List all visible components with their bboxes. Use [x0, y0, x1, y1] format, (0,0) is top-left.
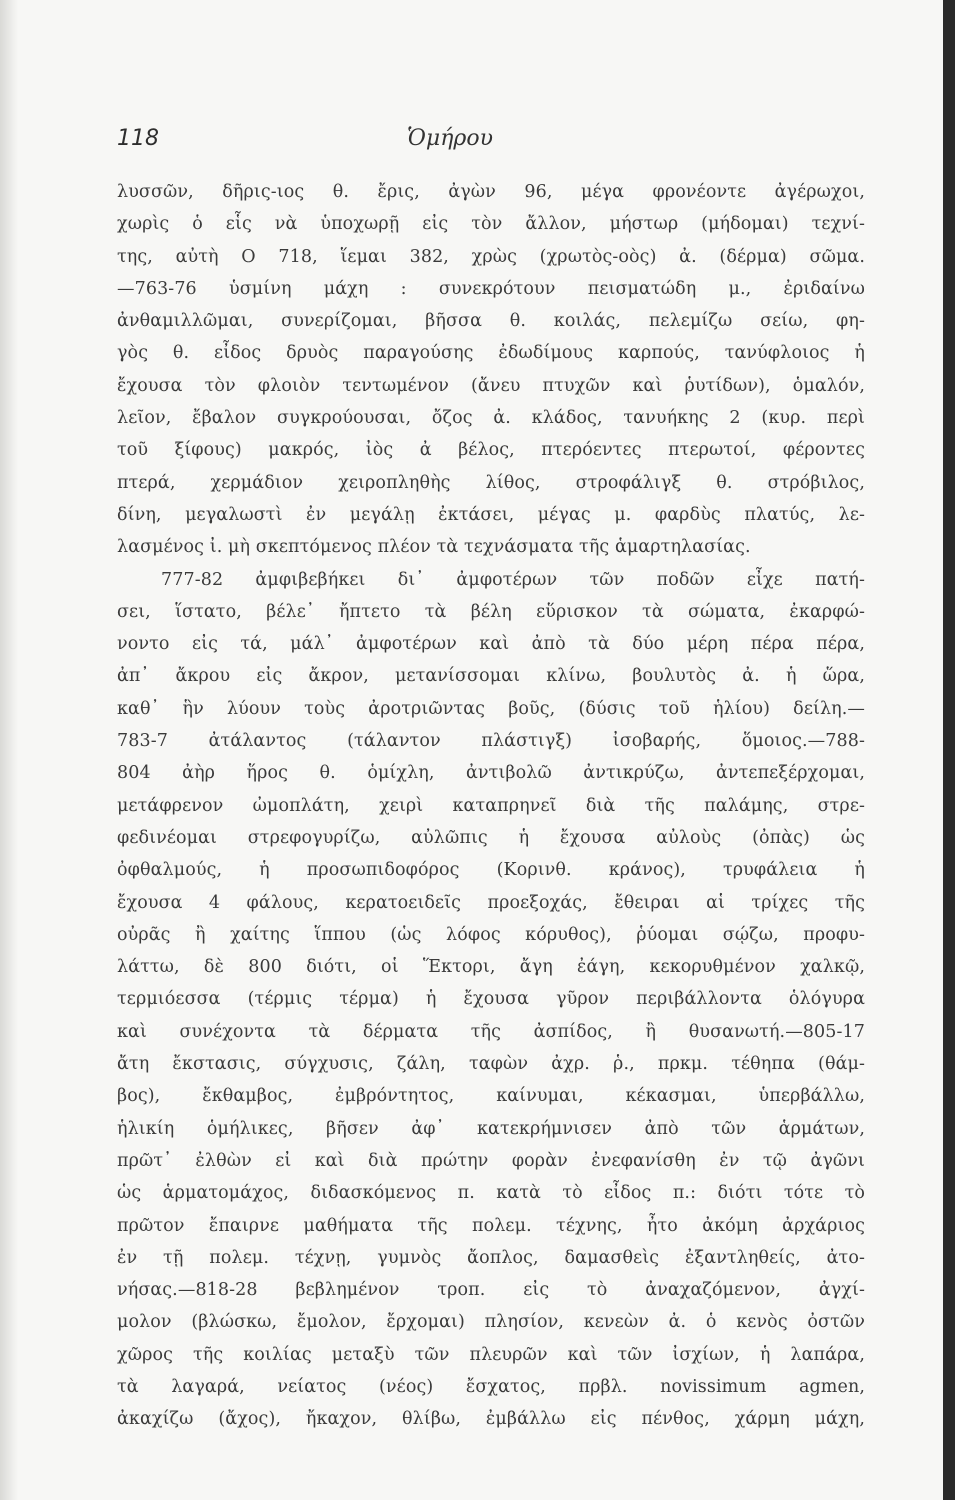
text-line: νήσας.—818-28 βεβλημένον τροπ. εἰς τὸ ἀναχαζόμενον, ἀγχί-: [117, 1280, 865, 1301]
text-line: λυσσῶν, δῆρις-ιος θ. ἔρις, ἀγὼν 96, μέγα φρονέοντε ἀγέρωχοι,: [117, 182, 865, 202]
text-line: πτερά, χερμάδιον χειροπληθὴς λίθος, στροφάλιγξ θ. στρόβιλος,: [117, 472, 865, 493]
text-line: φεδινέομαι στρεφογυρίζω, αὐλῶπις ἡ ἔχουσα αὐλοὺς (ὀπὰς) ὡς: [117, 827, 865, 848]
text-line: χῶρος τῆς κοιλίας μεταξὺ τῶν πλευρῶν καὶ τῶν ἰσχίων, ἡ λαπάρα,: [117, 1344, 865, 1365]
text-line: ἀπ᾽ ἄκρου εἰς ἄκρον, μετανίσσομαι κλίνω, βουλυτὸς ἀ. ἡ ὥρα,: [117, 666, 865, 687]
text-line: γὸς θ. εἶδος δρυὸς παραγούσης ἐδωδίμους καρπούς, τανύφλοιος ἡ: [117, 343, 865, 364]
text-line: λασμένος ἰ. μὴ σκεπτόμενος πλέον τὰ τεχνάσματα τῆς ἁμαρτηλασίας.: [117, 537, 751, 558]
text-line: ἔχουσα τὸν φλοιὸν τεντωμένον (ἄνευ πτυχῶν καὶ ῥυτίδων), ὁμαλόν,: [117, 375, 865, 396]
text-line: —763-76 ὑσμίνη μάχη : συνεκρότουν πεισματώδη μ., ἐριδαίνω: [117, 278, 865, 299]
text-line: 783-7 ἀτάλαντος (τάλαντον πλάστιγξ) ἰσοβαρής, ὅμοιος.—788-: [117, 731, 865, 752]
text-line: [117, 1436, 865, 1468]
text-line: 777-82 ἀμφιβεβήκει δι᾽ ἀμφοτέρων τῶν ποδῶν εἶχε πατή-: [161, 569, 865, 590]
page-header: [117, 126, 537, 162]
text-line: ἀκαχίζω (ἄχος), ἤκαχον, θλίβω, ἐμβάλλω εἰς πένθος, χάρμη μάχη,: [117, 1409, 865, 1430]
text-line: τοῦ ξίφους) μακρός, ἰὸς ἀ βέλος, πτερόεντες πτερωτοί, φέροντες: [117, 440, 865, 461]
text-line: της, αὐτὴ Ο 718, ἵεμαι 382, χρὼς (χρωτὸς-οὸς) ἀ. (δέρμα) σῶμα.: [117, 246, 865, 267]
text-line: μολον (βλώσκω, ἔμολον, ἔρχομαι) πλησίον, κενεὼν ἀ. ὁ κενὸς ὀστῶν: [117, 1312, 865, 1333]
text-line: ἄτη ἔκστασις, σύγχυσις, ζάλη, ταφὼν ἀχρ. ῥ., πρκμ. τέθηπα (θάμ-: [117, 1054, 865, 1075]
page-right-edge: [943, 0, 955, 1500]
text-line: ὡς ἁρματομάχος, διδασκόμενος π. κατὰ τὸ εἶδος π.: διότι τότε τὸ: [117, 1183, 865, 1204]
text-line: οὐρᾶς ἢ χαίτης ἵππου (ὡς λόφος κόρυθος), ῥύομαι σῴζω, προφυ-: [117, 924, 865, 945]
text-line: δίνη, μεγαλωστὶ ἐν μεγάλῃ ἐκτάσει, μέγας μ. φαρδὺς πλατύς, λε-: [117, 504, 865, 525]
text-line: καθ᾽ ἣν λύουν τοὺς ἀροτριῶντας βοῦς, (δύσις τοῦ ἡλίου) δείλη.—: [117, 698, 865, 719]
text-line: λάττω, δὲ 800 διότι, οἱ Ἕκτορι, ἄγη ἐάγη, κεκορυθμένον χαλκῷ,: [117, 957, 865, 978]
text-line: νοντο εἰς τά, μάλ᾽ ἀμφοτέρων καὶ ἀπὸ τὰ δύο μέρη πέρα πέρα,: [117, 634, 865, 655]
text-line: μετάφρενον ὠμοπλάτη, χειρὶ καταπρηνεῖ διὰ τῆς παλάμης, στρε-: [117, 795, 865, 816]
text-line: βος), ἔκθαμβος, ἐμβρόντητος, καίνυμαι, κέκασμαι, ὑπερβάλλω,: [117, 1086, 865, 1107]
text-line: ἐν τῇ πολεμ. τέχνῃ, γυμνὸς ἄοπλος, δαμασθεὶς ἐξαντληθείς, ἀτο-: [117, 1247, 865, 1268]
text-line: ἡλικίη ὁμήλικες, βῆσεν ἀφ᾽ κατεκρήμνισεν ἀπὸ τῶν ἁρμάτων,: [117, 1118, 865, 1139]
text-line: ἔχουσα 4 φάλους, κερατοειδεῖς προεξοχάς, ἔθειραι αἱ τρίχες τῆς: [117, 892, 865, 913]
text-line: χωρὶς ὁ εἷς νὰ ὑποχωρῇ εἰς τὸν ἄλλον, μήστωρ (μήδομαι) τεχνί-: [117, 214, 865, 235]
text-line: ὀφθαλμούς, ἡ προσωπιδοφόρος (Κορινθ. κράνος), τρυφάλεια ἡ: [117, 860, 865, 881]
page-number: 118: [117, 126, 159, 151]
text-line: σει, ἵστατο, βέλε᾽ ἤπτετο τὰ βέλη εὕρισκον τὰ σώματα, ἐκαρφώ-: [117, 601, 865, 622]
page-left-shadow: [0, 0, 18, 1500]
text-line: πρῶτον ἔπαιρνε μαθήματα τῆς πολεμ. τέχνης, ἦτο ἀκόμη ἀρχάριος: [117, 1215, 865, 1236]
text-line: 804 ἀὴρ ἥρος θ. ὁμίχλη, ἀντιβολῶ ἀντικρύζω, ἀντεπεξέρχομαι,: [117, 763, 865, 784]
text-line: πρῶτ᾽ ἐλθὼν εἰ καὶ διὰ πρώτην φορὰν ἐνεφανίσθη ἐν τῷ ἀγῶνι: [117, 1150, 865, 1171]
text-line: τερμιόεσσα (τέρμις τέρμα) ἡ ἔχουσα γῦρον περιβάλλοντα ὁλόγυρα: [117, 989, 865, 1010]
text-line: τὰ λαγαρά, νείατος (νέος) ἔσχατος, πρβλ. novissimum agmen,: [117, 1376, 865, 1397]
text-line: λεῖον, ἔβαλον συγκρούουσαι, ὄζος ἀ. κλάδος, τανυήκης 2 (κυρ. περὶ: [117, 408, 865, 429]
text-line: καὶ συνέχοντα τὰ δέρματα τῆς ἀσπίδος, ἢ θυσανωτή.—805-17: [117, 1021, 865, 1042]
commentary-text: [117, 176, 865, 1468]
running-title: Ὁμήρου: [407, 126, 493, 151]
text-line: ἀνθαμιλλῶμαι, συνερίζομαι, βῆσσα θ. κοιλάς, πελεμίζω σείω, φη-: [117, 311, 865, 332]
